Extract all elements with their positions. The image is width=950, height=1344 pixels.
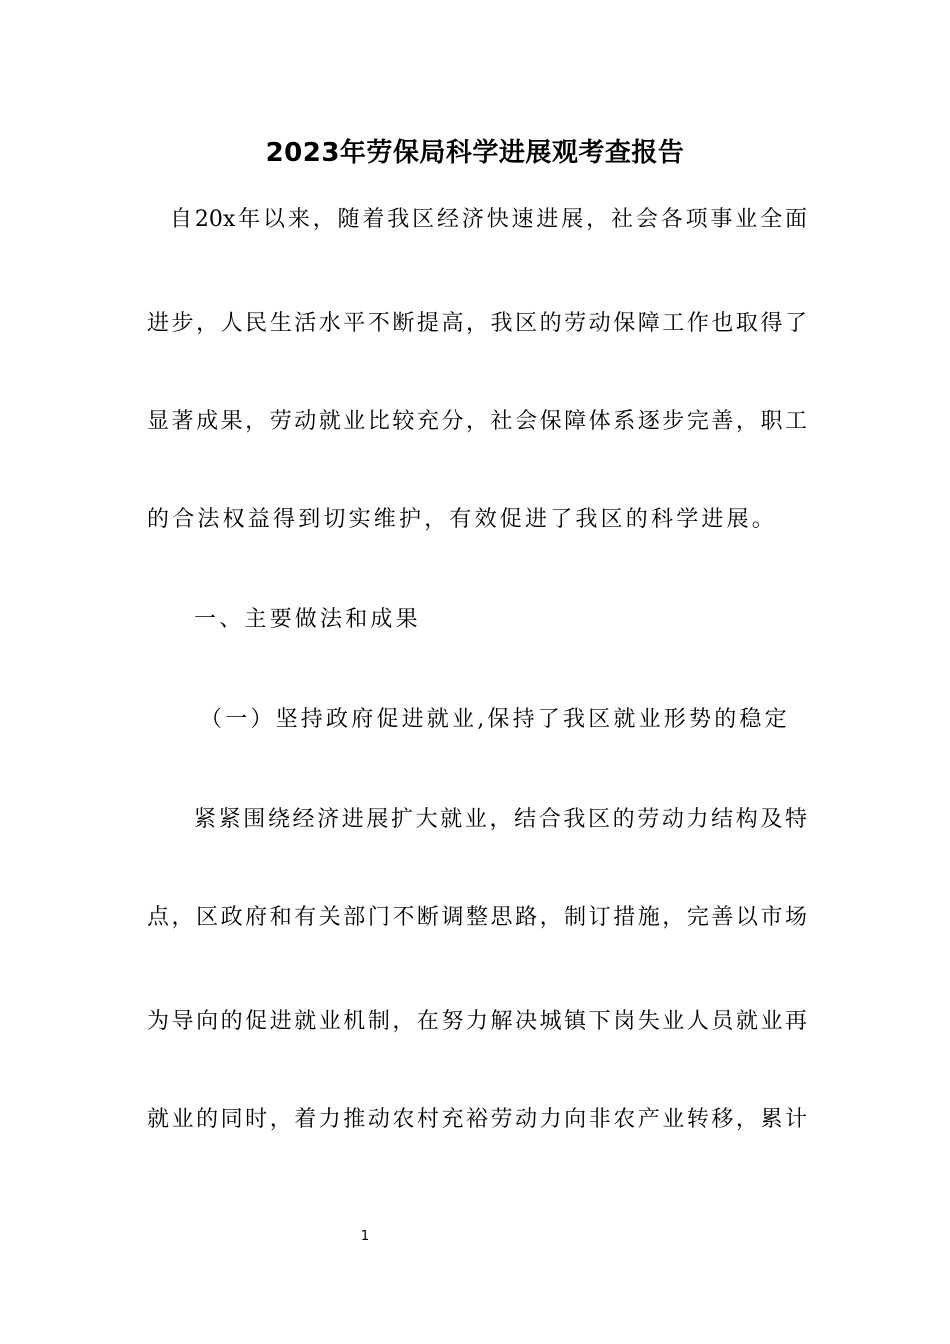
paragraph-line: 进步，人民生活水平不断提高，我区的劳动保障工作也取得了 (147, 311, 807, 336)
paragraph-line: 自20x年以来，随着我区经济快速进展，社会各项事业全面 (170, 207, 807, 232)
document-title: 2023年劳保局科学进展观考查报告 (265, 138, 685, 168)
section-heading: 一、主要做法和成果 (194, 607, 421, 632)
paragraph-line: 的合法权益得到切实维护，有效促进了我区的科学进展。 (147, 507, 778, 532)
paragraph-line: 显著成果，劳动就业比较充分，社会保障体系逐步完善，职工 (147, 409, 807, 434)
paragraph-line: 为导向的促进就业机制，在努力解决城镇下岗失业人员就业再 (147, 1009, 807, 1034)
paragraph-line: 紧紧围绕经济进展扩大就业，结合我区的劳动力结构及特 (194, 807, 807, 832)
page-number: 1 (360, 1229, 370, 1244)
subsection-heading: （一）坚持政府促进就业,保持了我区就业形势的稳定 (200, 707, 790, 732)
paragraph-line: 就业的同时，着力推动农村充裕劳动力向非农产业转移，累计 (147, 1107, 807, 1132)
paragraph-line: 点，区政府和有关部门不断调整思路，制订措施，完善以市场 (147, 905, 807, 930)
